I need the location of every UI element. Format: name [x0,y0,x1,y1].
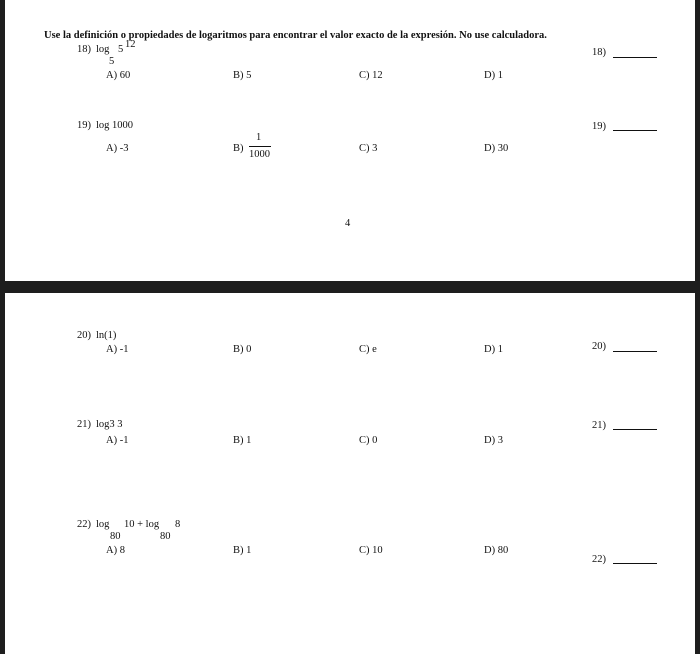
log-argument: 8 [175,519,181,530]
choice-c[interactable]: C) 0 [359,435,378,446]
log-argument: 10 + log [124,519,160,530]
fraction-bar [249,146,271,147]
choice-c[interactable]: C) 3 [359,143,378,154]
choice-d[interactable]: D) 1 [484,344,503,355]
log-text: log [96,519,110,530]
choice-a[interactable]: A) -3 [106,143,129,154]
page-separator [0,281,700,293]
answer-line[interactable] [613,351,657,352]
question-expression: log 1000 [96,120,134,131]
choice-b[interactable]: B) 5 [233,70,252,81]
question-expression: log3 3 [96,419,123,430]
choice-a[interactable]: A) -1 [106,435,129,446]
choice-b[interactable]: B) 1 [233,545,252,556]
exponent: 12 [125,39,136,50]
choice-d[interactable]: D) 3 [484,435,503,446]
choice-d[interactable]: D) 1 [484,70,503,81]
question-number: 21) [77,419,91,430]
choice-d[interactable]: D) 80 [484,545,509,556]
question-number: 18) [77,44,91,55]
answer-label: 19) [592,121,606,132]
question-number: 19) [77,120,91,131]
fraction-numerator: 1 [256,132,262,143]
page-number: 4 [345,218,351,229]
right-border [695,0,700,654]
log-argument: 5 [118,44,124,55]
question-number: 22) [77,519,91,530]
choice-c[interactable]: C) e [359,344,377,355]
answer-label: 21) [592,420,606,431]
question-number: 20) [77,330,91,341]
choice-b[interactable]: B) 1 [233,435,252,446]
log-base: 80 [110,531,121,542]
left-border [0,0,5,654]
answer-line[interactable] [613,429,657,430]
choice-a[interactable]: A) 8 [106,545,125,556]
choice-a[interactable]: A) 60 [106,70,131,81]
choice-c[interactable]: C) 10 [359,545,383,556]
answer-label: 22) [592,554,606,565]
log-base: 80 [160,531,171,542]
choice-d[interactable]: D) 30 [484,143,509,154]
question-expression: ln(1) [96,330,117,341]
fraction-denominator: 1000 [249,149,270,160]
choice-b[interactable]: B) [233,143,244,154]
instructions-heading: Use la definición o propiedades de logaritmos para encontrar el valor exacto de la expresión. No use calculadora. [44,30,547,41]
answer-line[interactable] [613,563,657,564]
choice-c[interactable]: C) 12 [359,70,383,81]
choice-a[interactable]: A) -1 [106,344,129,355]
choice-b[interactable]: B) 0 [233,344,252,355]
answer-label: 18) [592,47,606,58]
log-text: log [96,44,110,55]
answer-line[interactable] [613,57,657,58]
answer-label: 20) [592,341,606,352]
answer-line[interactable] [613,130,657,131]
log-base: 5 [109,56,115,67]
